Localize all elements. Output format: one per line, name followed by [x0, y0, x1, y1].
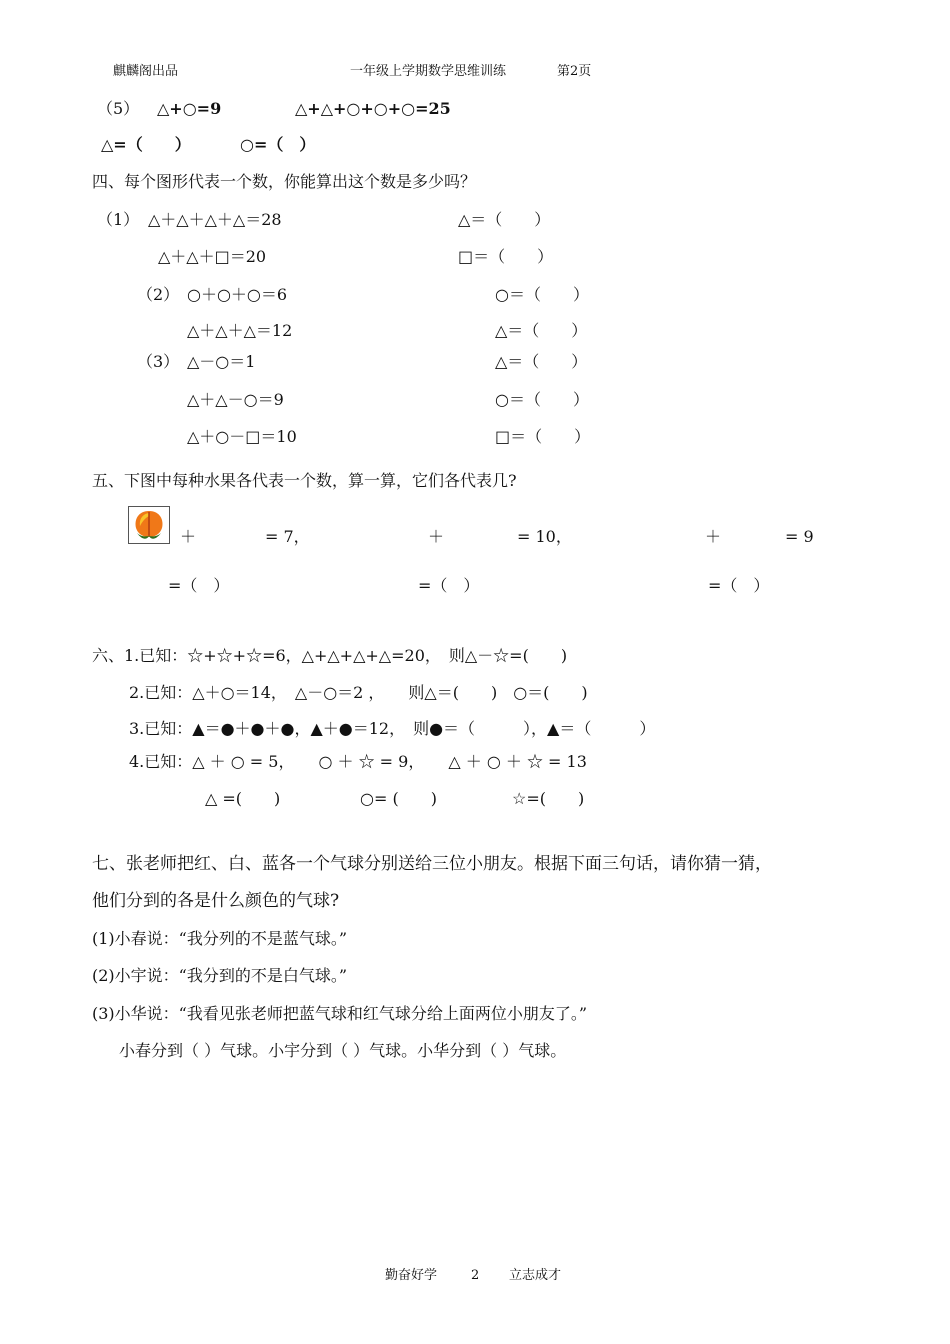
section-6-problem-4-answer-3: ☆=( ) — [512, 789, 585, 808]
section-4-part-3-answer-3: □＝（ ） — [495, 427, 591, 446]
section-4-part-3-answer-1: △＝（ ） — [495, 352, 588, 371]
fruit-equation-1-plus: ＋ — [180, 527, 197, 546]
problem-5-answer-2: ○=（ ） — [240, 135, 316, 154]
section-4-part-3-equation-2: △＋△－○＝9 — [187, 390, 284, 409]
section-4-part-2-label: （2） — [137, 285, 180, 304]
fruit-equation-3-result: = 9 — [785, 527, 814, 546]
fruit-equation-2-result: = 10， — [517, 527, 572, 546]
section-4-part-3-equation-3: △＋○－□＝10 — [187, 427, 297, 446]
section-4-part-2-answer-1: ○＝（ ） — [495, 285, 589, 304]
section-6-problem-3: 3.已知：▲＝●＋●＋●，▲＋●＝12， 则●＝（ ），▲＝（ ） — [129, 719, 656, 738]
fruit-equation-3-plus: ＋ — [705, 527, 722, 546]
section-4-part-1-answer-2: □＝（ ） — [458, 247, 554, 266]
section-4-part-3-equation-1: △－○＝1 — [187, 352, 256, 371]
section-4-part-1-equation-2: △＋△＋□＝20 — [158, 247, 267, 266]
section-4-part-2-answer-2: △＝（ ） — [495, 321, 588, 340]
header-title: 一年级上学期数学思维训练 — [350, 64, 507, 79]
fruit-answer-1: =（ ） — [168, 576, 230, 595]
fruit-answer-3: =（ ） — [708, 576, 770, 595]
problem-5-equation-1: △+○=9 — [157, 99, 222, 118]
section-4-part-1-equation-1: △＋△＋△＋△＝28 — [148, 210, 282, 229]
header-page-number: 第2页 — [557, 64, 592, 79]
section-6-problem-4-answer-2: ○= ( ) — [360, 789, 437, 808]
section-6-problem-2: 2.已知：△＋○＝14， △－○＝2 ， 则△＝( ) ○＝( ) — [129, 683, 588, 702]
fruit-equation-2-plus: ＋ — [428, 527, 445, 546]
fruit-equation-1-result: = 7， — [265, 527, 310, 546]
footer-motto-left: 勤奋好学 — [385, 1268, 438, 1283]
section-4-part-3-answer-2: ○＝（ ） — [495, 390, 589, 409]
section-7-statement-2: (2)小宇说：“我分到的不是白气球。” — [92, 966, 348, 985]
problem-5-answer-1: △=（ ） — [101, 135, 191, 154]
peach-icon — [128, 506, 170, 544]
header-publisher: 麒麟阁出品 — [113, 64, 179, 79]
section-7-question-line-1: 七、张老师把红、白、蓝各一个气球分别送给三位小朋友。根据下面三句话，请你猜一猜， — [92, 854, 772, 874]
section-4-part-2-equation-1: ○＋○＋○＝6 — [187, 285, 288, 304]
section-5-title: 五、下图中每种水果各代表一个数，算一算，它们各代表几? — [92, 471, 517, 490]
section-7-statement-3: (3)小华说：“我看见张老师把蓝气球和红气球分给上面两位小朋友了。” — [92, 1004, 588, 1023]
section-7-statement-1: (1)小春说：“我分列的不是蓝气球。” — [92, 929, 348, 948]
section-6-problem-1: 六、1.已知：☆+☆+☆=6，△+△+△+△=20， 则△－☆=( ) — [92, 646, 568, 665]
section-6-problem-4: 4.已知：△ ＋ ○ = 5， ○ ＋ ☆ = 9， △ ＋ ○ ＋ ☆ = 13 — [129, 752, 587, 771]
problem-5-equation-2: △+△+○+○+○=25 — [295, 99, 451, 118]
section-4-part-1-answer-1: △＝（ ） — [458, 210, 551, 229]
footer-page-number: 2 — [471, 1268, 480, 1283]
section-7-question-line-2: 他们分到的各是什么颜色的气球? — [92, 891, 340, 911]
section-4-title: 四、每个图形代表一个数，你能算出这个数是多少吗？ — [92, 172, 477, 191]
section-6-problem-4-answer-1: △ =( ) — [205, 789, 281, 808]
section-4-part-3-label: （3） — [137, 352, 180, 371]
section-4-part-2-equation-2: △＋△＋△＝12 — [187, 321, 293, 340]
problem-5-label: （5） — [97, 99, 140, 118]
footer-motto-right: 立志成才 — [509, 1268, 562, 1283]
section-7-answer-line: 小春分到（ ）气球。小宇分到（ ）气球。小华分到（ ）气球。 — [119, 1041, 567, 1060]
fruit-answer-2: =（ ） — [418, 576, 480, 595]
section-4-part-1-label: （1） — [97, 210, 140, 229]
